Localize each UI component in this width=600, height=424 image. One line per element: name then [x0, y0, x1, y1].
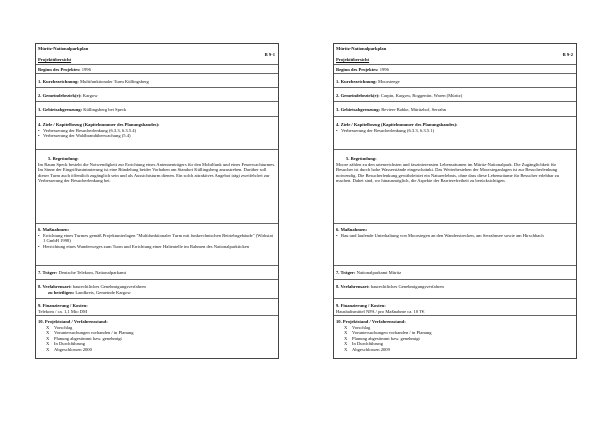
procedure-row — [334, 280, 576, 299]
status-row — [36, 316, 278, 358]
sponsor-value: Nationalparkamt Müritz — [356, 270, 402, 275]
start-value: 1996 — [379, 67, 389, 72]
status-item: X Planung abgestimmt bzw. genehmigt — [344, 335, 420, 341]
goal-item: • Verbesserung der Waldbrandüberwachung (5.4) — [38, 133, 131, 139]
goals-label: 4. Ziele / Kapitelbezug (Kapitelnummer des Planungsbandes): — [336, 122, 458, 127]
measures-label: 6. Maßnahmen: — [336, 227, 368, 232]
project-start-row — [36, 65, 278, 74]
procedure-label: 8. Verfahrensart: — [38, 284, 72, 289]
status-item: X In Durchführung — [46, 341, 85, 347]
funding-label: 9. Finanzierung / Kosten: — [336, 303, 386, 308]
participants-value: Landkreis, Gemeinde Kargow — [75, 289, 131, 295]
short-name-row — [36, 74, 278, 88]
status-item: X Vorschlag — [46, 324, 73, 330]
boundary-label: 3. Gebietsabgrenzung: — [38, 107, 83, 112]
procedure-value: baurechtliches Genehmigungsverfahren — [72, 284, 146, 289]
form-code: B 9-1 — [264, 52, 275, 57]
funding-row — [334, 299, 576, 316]
measure-item: • Bau und laufende Unterhaltung von Moorstegen an den Wanderstrecken, am Serrahnsee sowie am Hirschbach — [336, 232, 544, 238]
doc-type: Projektübersicht — [336, 56, 370, 62]
measures-label: 6. Maßnahmen: — [38, 227, 70, 232]
reason-row — [334, 150, 576, 224]
measure-item: • Herrichtung eines Wanderweges zum Turm und Errichtung einer Halteatelle im Rahmen des Nationalparkticken — [38, 243, 249, 249]
reason-text: Im Raum Speck besteht die Notwendigkeit zur Errichtung eines Antennenträgers für den Mobilfunk und eines Feuerwachturmes. Im Sinne der Eingriffsminimierung ist eine Bündelung beider Vorhaben am Standort Küllingsberg anzustreben. Darüber soll dieser Turm auch öffentlich zugänglich sein und als Aussichtsturm dienen. Ein solch attraktives Angebot trägt zweifelsfrei zur Verbesserung der Besucherlenkung bei. — [38, 161, 276, 184]
org-title: Müritz-Nationalparkplan — [336, 46, 387, 51]
participants-label: zu beteiligen: — [48, 289, 75, 295]
funding-value: Telekom / ca. 1,1 Mio DM — [38, 308, 88, 314]
form-header — [334, 44, 576, 65]
start-value: 1996 — [81, 67, 91, 72]
boundary-label: 3. Gebietsabgrenzung: — [336, 107, 381, 112]
status-item: X Abgeschlossen 2009 — [344, 346, 390, 352]
boundary-value: Küllingsberg bei Speck — [83, 107, 127, 112]
doc-type: Projektübersicht — [38, 56, 72, 62]
goals-row — [36, 117, 278, 150]
district-label: 2. Gemeindebezirk(e): — [336, 93, 380, 98]
status-label: 10. Projektstand / Verfahrensstand: — [38, 319, 108, 324]
sponsor-label: 7. Träger: — [38, 270, 58, 275]
measures-row — [36, 224, 278, 266]
goal-item: • Verbesserung der Besucherlenkung (6.3.3, 6.3.5.1) — [336, 127, 435, 133]
reason-row — [36, 150, 278, 224]
status-label: 10. Projektstand / Verfahrensstand: — [336, 319, 406, 324]
reason-label: 5. Begründung: — [48, 156, 79, 161]
status-item: X Voruntersuchungen vorhanden / in Planung — [46, 330, 134, 336]
goals-row — [334, 117, 576, 150]
status-item: X Vorschlag — [344, 324, 371, 330]
form-header — [36, 44, 278, 65]
goals-label: 4. Ziele / Kapitelbezug (Kapitelnummer des Planungsbandes): — [38, 122, 160, 127]
short-name-row — [334, 74, 576, 88]
status-item: X Voruntersuchungen vorhanden / in Planung — [344, 330, 432, 336]
start-label: Beginn des Projektes: — [38, 67, 81, 72]
status-item: X Planung abgestimmt bzw. genehmigt — [46, 335, 122, 341]
short-name-label: 1. Kurzbezeichnung: — [336, 79, 377, 84]
status-item: X In Durchführung — [344, 341, 383, 347]
district-value: Carpin, Kargow, Roggentin, Waren (Müritz) — [380, 93, 463, 98]
sponsor-label: 7. Träger: — [336, 270, 356, 275]
short-name-value: Moorsteege — [378, 79, 400, 84]
boundary-row — [334, 102, 576, 117]
sponsor-row — [334, 266, 576, 280]
sponsor-value: Deutsche Telekom, Nationalparkamt — [58, 270, 126, 275]
reason-text: Moore zählen zu den artenreichsten und faszinierensten Lebensräumen im Müritz-Nationalpark. Die Zugänglichkeit für Besucher ist durch hohe Wasserstände eingeschränkt. Das Weiterbestehen der Moorsteganlagen ist zur Besucherlenkung notwendig. Die Besucherlenkung gewährleistet ein Naturerlebnis, ohne dass diese Lebensräume für Besucher erlebbar zu machen. Dabei sind, wo hinausmöglich, die Aspekte der Barrierefreiheit zu berücksichtigen. — [336, 161, 560, 184]
measure-item: • Errichtung eines Turmes gemäß Projektunterlagen "Multifunktionaler Turm mit funkrechnischen Betriebsgebäude" (Wirkstat 1 GmbH 1998) — [38, 232, 273, 244]
short-name-value: Multifunktionaler Turm Küllingsberg — [80, 79, 149, 84]
form-code: B 9-2 — [562, 52, 573, 57]
district-value: Kargow — [82, 93, 98, 98]
project-start-row — [334, 65, 576, 74]
procedure-label: 8. Verfahrensart: — [336, 284, 370, 289]
funding-row — [36, 299, 278, 316]
procedure-row — [36, 280, 278, 299]
district-row — [36, 88, 278, 102]
district-label: 2. Gemeindebezirk(e): — [38, 93, 82, 98]
sponsor-row — [36, 266, 278, 280]
status-item: X Abgeschlossen 2000 — [46, 346, 92, 352]
district-row — [334, 88, 576, 102]
funding-label: 9. Finanzierung / Kosten: — [38, 303, 88, 308]
measures-row — [334, 224, 576, 266]
project-form-right — [333, 43, 577, 359]
short-name-label: 1. Kurzbezeichnung: — [38, 79, 79, 84]
reason-label: 5. Begründung: — [346, 156, 377, 161]
status-row — [334, 316, 576, 358]
project-form-left — [35, 43, 279, 359]
boundary-value: Reviere Babke, Müritzhof, Serrahn — [381, 107, 446, 112]
funding-value: Haushaltsmittel NPA / pro Maßnahme ca. 10 T€ — [336, 308, 425, 314]
start-label: Beginn des Projektes: — [336, 67, 379, 72]
org-title: Müritz-Nationalparkplan — [38, 46, 89, 51]
goal-item: • Verbesserung der Besucherlenkung (6.3.3, 6.3.5.4) — [38, 127, 137, 133]
boundary-row — [36, 102, 278, 117]
procedure-value: baurechtliches Genehmigungsverfahren — [370, 284, 444, 289]
